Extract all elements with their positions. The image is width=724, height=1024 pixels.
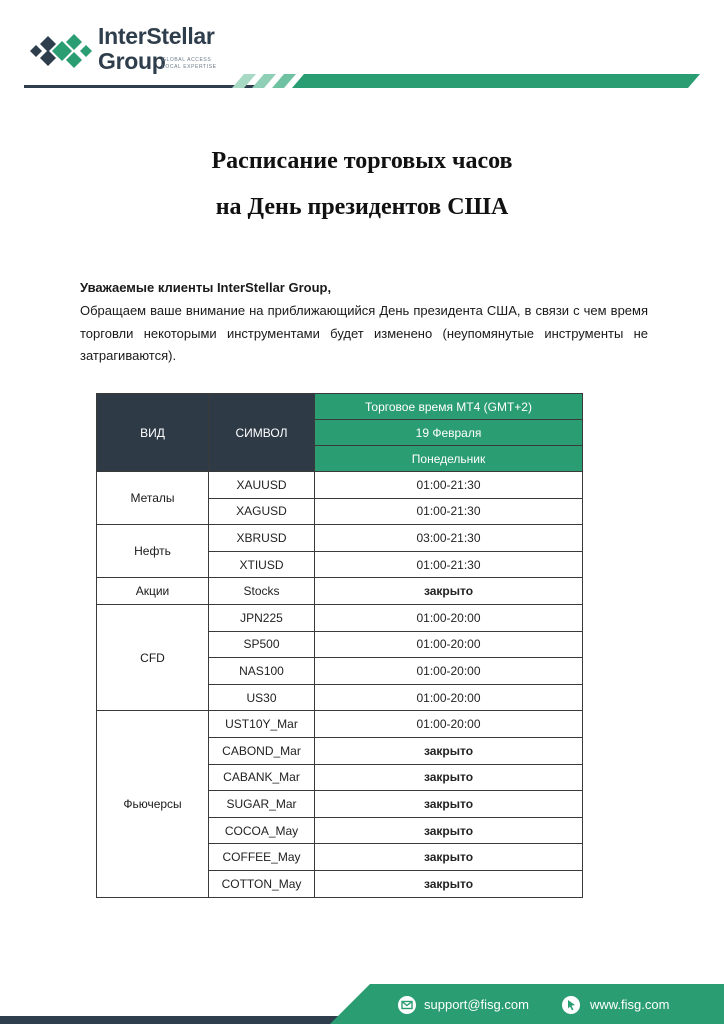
symbol-cell: SUGAR_Mar bbox=[209, 791, 315, 818]
hours-cell: 01:00-20:00 bbox=[315, 658, 583, 685]
intro-paragraph: Обращаем ваше внимание на приближающийся День президента США, в связи с чем время торговли некоторыми инструментами будет изменено (неупомянутые инструменты не затрагиваются). bbox=[80, 303, 648, 363]
symbol-cell: XAGUSD bbox=[209, 498, 315, 525]
symbol-cell: XTIUSD bbox=[209, 551, 315, 578]
table-row bbox=[97, 472, 583, 499]
page-subtitle: на День президентов США bbox=[215, 194, 509, 220]
support-email-link[interactable]: support@fisg.com bbox=[424, 997, 529, 1012]
hours-cell: закрыто bbox=[315, 737, 583, 764]
schedule-table bbox=[96, 393, 583, 898]
hours-cell: закрыто bbox=[315, 791, 583, 818]
greeting: Уважаемые клиенты InterStellar Group, bbox=[80, 280, 332, 295]
category-cell: Фьючерсы bbox=[97, 711, 209, 897]
hours-cell: закрыто bbox=[315, 844, 583, 871]
symbol-cell: NAS100 bbox=[209, 658, 315, 685]
hours-cell: 01:00-20:00 bbox=[315, 631, 583, 658]
symbol-cell: UST10Y_Mar bbox=[209, 711, 315, 738]
symbol-cell: SP500 bbox=[209, 631, 315, 658]
hours-cell: 01:00-21:30 bbox=[315, 498, 583, 525]
symbol-cell: COCOA_May bbox=[209, 817, 315, 844]
table-row bbox=[97, 711, 583, 738]
symbol-cell: COFFEE_May bbox=[209, 844, 315, 871]
category-cell: Металы bbox=[97, 472, 209, 525]
brand-name-group: Group bbox=[98, 48, 166, 74]
hours-cell: 01:00-21:30 bbox=[315, 472, 583, 499]
header-stripe bbox=[0, 72, 724, 92]
symbol-cell: JPN225 bbox=[209, 604, 315, 631]
brand-tagline: GLOBAL ACCESS bbox=[162, 57, 212, 63]
col-header-date: 19 Февраля bbox=[315, 420, 583, 446]
hours-cell: закрыто bbox=[315, 764, 583, 791]
col-header-trading-time: Торговое время МТ4 (GMT+2) bbox=[315, 394, 583, 420]
table-row bbox=[97, 604, 583, 631]
page-title: Расписание торговых часов bbox=[211, 148, 513, 174]
hours-cell: закрыто bbox=[315, 817, 583, 844]
symbol-cell: COTTON_May bbox=[209, 870, 315, 897]
symbol-cell: XBRUSD bbox=[209, 525, 315, 552]
symbol-cell: CABANK_Mar bbox=[209, 764, 315, 791]
col-header-weekday: Понедельник bbox=[315, 446, 583, 472]
col-header-symbol: СИМВОЛ bbox=[209, 394, 315, 472]
col-header-type: ВИД bbox=[97, 394, 209, 472]
website-link[interactable]: www.fisg.com bbox=[590, 997, 670, 1012]
hours-cell: 03:00-21:30 bbox=[315, 525, 583, 552]
category-cell: Акции bbox=[97, 578, 209, 605]
logo-mark bbox=[28, 28, 94, 74]
symbol-cell: Stocks bbox=[209, 578, 315, 605]
brand-tagline-2: LOCAL EXPERTISE bbox=[162, 64, 217, 70]
table-row bbox=[97, 525, 583, 552]
hours-cell: 01:00-20:00 bbox=[315, 711, 583, 738]
envelope-icon bbox=[398, 996, 416, 1014]
cursor-icon bbox=[562, 996, 580, 1014]
hours-cell: 01:00-20:00 bbox=[315, 684, 583, 711]
category-cell: CFD bbox=[97, 604, 209, 710]
hours-cell: закрыто bbox=[315, 578, 583, 605]
table-row bbox=[97, 578, 583, 605]
symbol-cell: US30 bbox=[209, 684, 315, 711]
symbol-cell: CABOND_Mar bbox=[209, 737, 315, 764]
hours-cell: закрыто bbox=[315, 870, 583, 897]
category-cell: Нефть bbox=[97, 525, 209, 578]
symbol-cell: XAUUSD bbox=[209, 472, 315, 499]
hours-cell: 01:00-21:30 bbox=[315, 551, 583, 578]
brand-name: InterStellar bbox=[98, 23, 215, 49]
hours-cell: 01:00-20:00 bbox=[315, 604, 583, 631]
